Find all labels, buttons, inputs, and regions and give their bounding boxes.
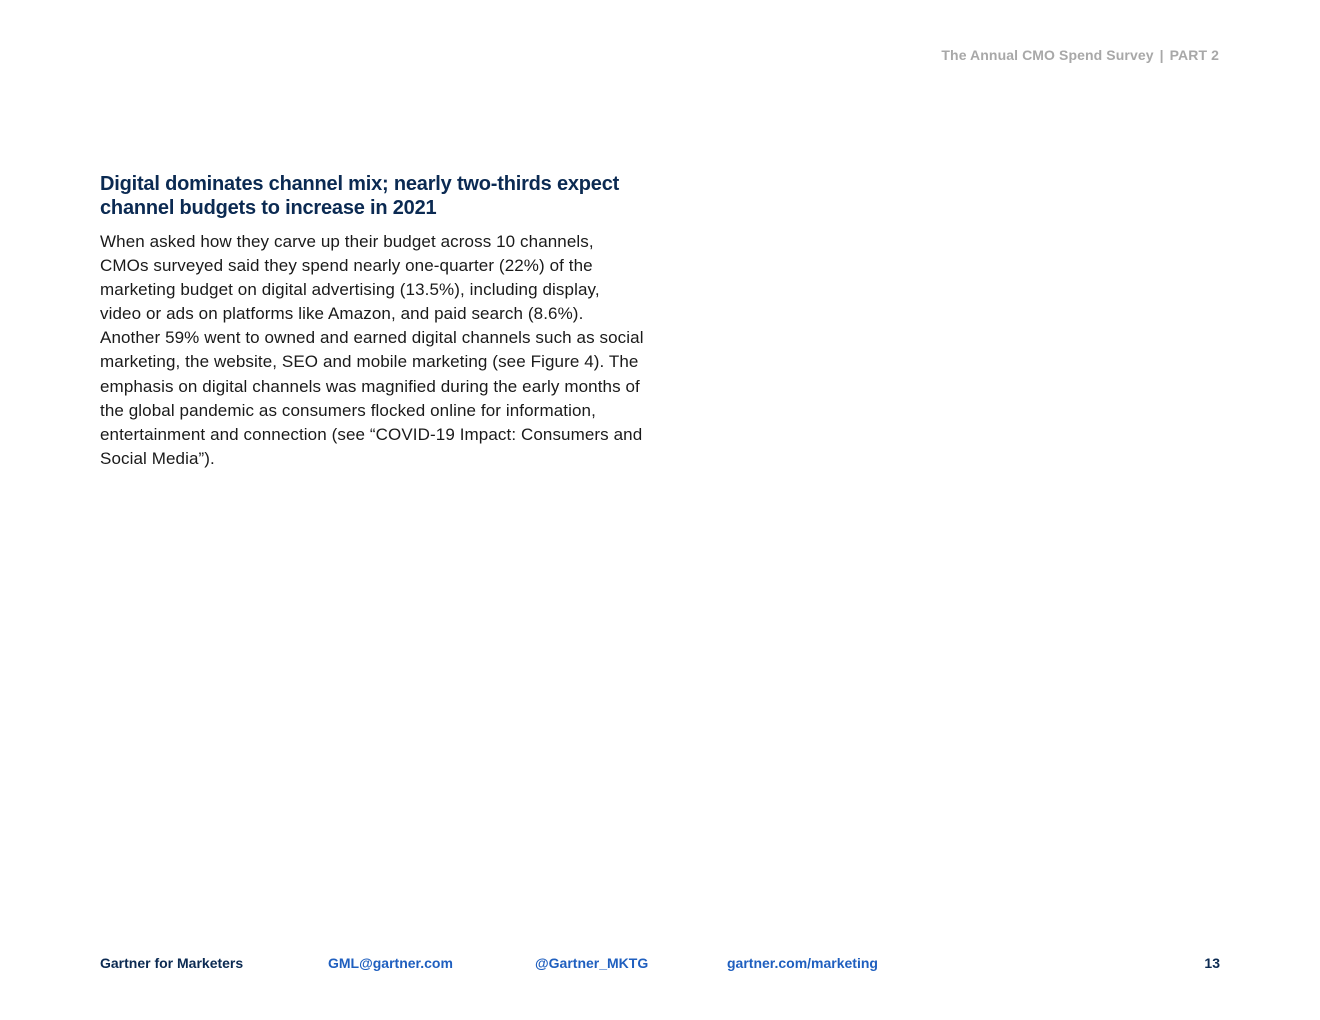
header-title: The Annual CMO Spend Survey bbox=[941, 47, 1154, 63]
footer-brand: Gartner for Marketers bbox=[100, 955, 244, 971]
section-heading: Digital dominates channel mix; nearly two-thirds expect channel budgets to increase in 2021 bbox=[100, 173, 620, 219]
main-content bbox=[100, 172, 645, 471]
page-footer bbox=[100, 955, 1220, 975]
header-part: PART 2 bbox=[1169, 47, 1219, 63]
running-header bbox=[941, 47, 1219, 63]
footer-twitter-link[interactable]: @Gartner_MKTG bbox=[535, 955, 649, 971]
page-number: 13 bbox=[1204, 955, 1220, 971]
footer-email-link[interactable]: GML@gartner.com bbox=[328, 955, 453, 971]
header-separator: | bbox=[1159, 47, 1164, 63]
body-paragraph: When asked how they carve up their budget across 10 channels, CMOs surveyed said they spend nearly one-quarter (22%) of the marketing budget on digital advertising (13.5%), including display, video or ads on platforms like Amazon, and paid search (8.6%). Another 59% went to owned and earned digital channels such as social marketing, the website, SEO and mobile marketing (see Figure 4). The emphasis on digital channels was magnified during the early months of the global pandemic as consumers flocked online for information, entertainment and connection (see “COVID-19 Impact: Consumers and Social Media”). bbox=[100, 232, 644, 468]
footer-website-link[interactable]: gartner.com/marketing bbox=[727, 955, 878, 971]
